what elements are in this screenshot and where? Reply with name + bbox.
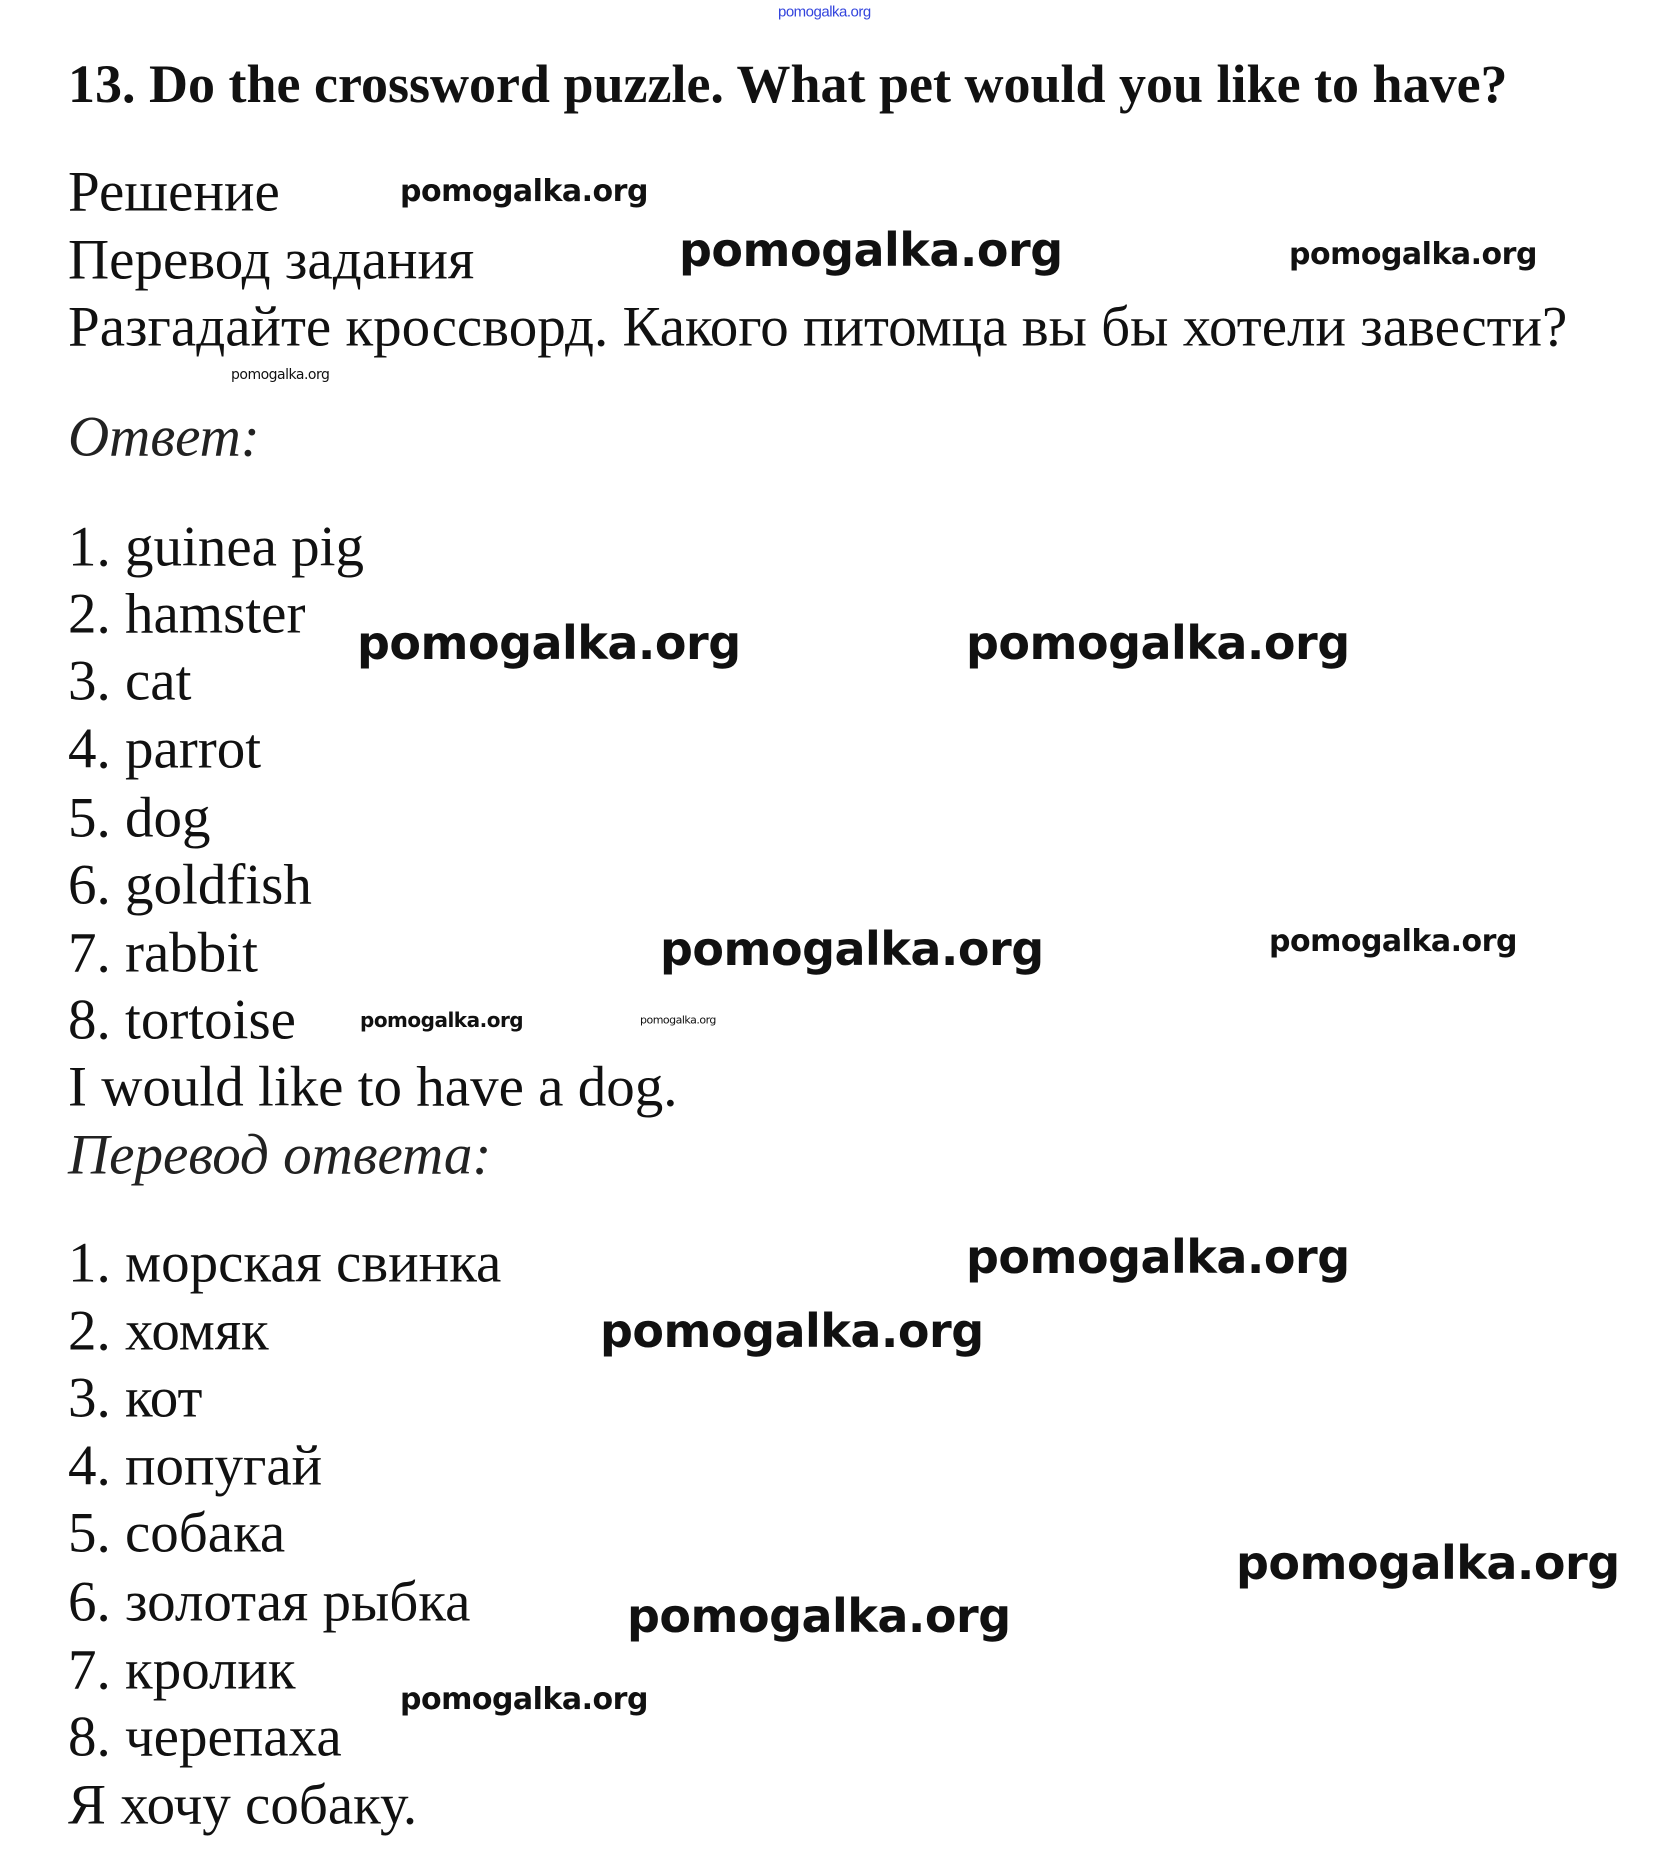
watermark: pomogalka.org [400, 174, 648, 209]
watermark: pomogalka.org [600, 1304, 984, 1358]
answer-item: 5. dog [68, 786, 211, 850]
answer-ru-item: 2. хомяк [68, 1299, 269, 1363]
watermark: pomogalka.org [1289, 237, 1537, 272]
answer-ru-item: 3. кот [68, 1366, 203, 1430]
task-translation-label: Перевод задания [68, 228, 475, 292]
answer-sentence-ru: Я хочу собаку. [68, 1773, 418, 1837]
watermark: pomogalka.org [400, 1682, 648, 1717]
header-watermark: pomogalka.org [778, 3, 871, 21]
answer-ru-item: 1. морская свинка [68, 1231, 502, 1295]
answer-item: 7. rabbit [68, 921, 258, 985]
answer-translation-label: Перевод ответа: [68, 1123, 492, 1187]
watermark: pomogalka.org [660, 922, 1044, 976]
answer-ru-item: 6. золотая рыбка [68, 1570, 471, 1634]
watermark: pomogalka.org [966, 1230, 1350, 1284]
answer-item: 3. cat [68, 649, 192, 713]
task-translation: Разгадайте кроссворд. Какого питомца вы бы хотели завести? [68, 295, 1568, 359]
watermark: pomogalka.org [1236, 1536, 1620, 1590]
watermark: pomogalka.org [966, 616, 1350, 670]
answer-item: 8. tortoise [68, 988, 296, 1052]
watermark: pomogalka.org [357, 616, 741, 670]
answer-ru-item: 7. кролик [68, 1638, 296, 1702]
watermark: pomogalka.org [231, 367, 330, 383]
answer-ru-item: 4. попугай [68, 1434, 323, 1498]
answer-item: 1. guinea pig [68, 515, 365, 579]
watermark: pomogalka.org [1269, 924, 1517, 959]
watermark: pomogalka.org [627, 1589, 1011, 1643]
answer-item: 2. hamster [68, 582, 306, 646]
answer-item: 4. parrot [68, 717, 262, 781]
watermark: pomogalka.org [640, 1013, 716, 1027]
answer-sentence: I would like to have a dog. [68, 1055, 678, 1119]
answer-item: 6. goldfish [68, 853, 312, 917]
answer-label: Ответ: [68, 405, 260, 469]
watermark: pomogalka.org [360, 1008, 524, 1032]
answer-ru-item: 5. собака [68, 1501, 286, 1565]
answer-ru-item: 8. черепаха [68, 1705, 342, 1769]
exercise-title: 13. Do the crossword puzzle. What pet would you like to have? [68, 54, 1508, 114]
solution-label: Решение [68, 160, 280, 224]
watermark: pomogalka.org [679, 223, 1063, 277]
